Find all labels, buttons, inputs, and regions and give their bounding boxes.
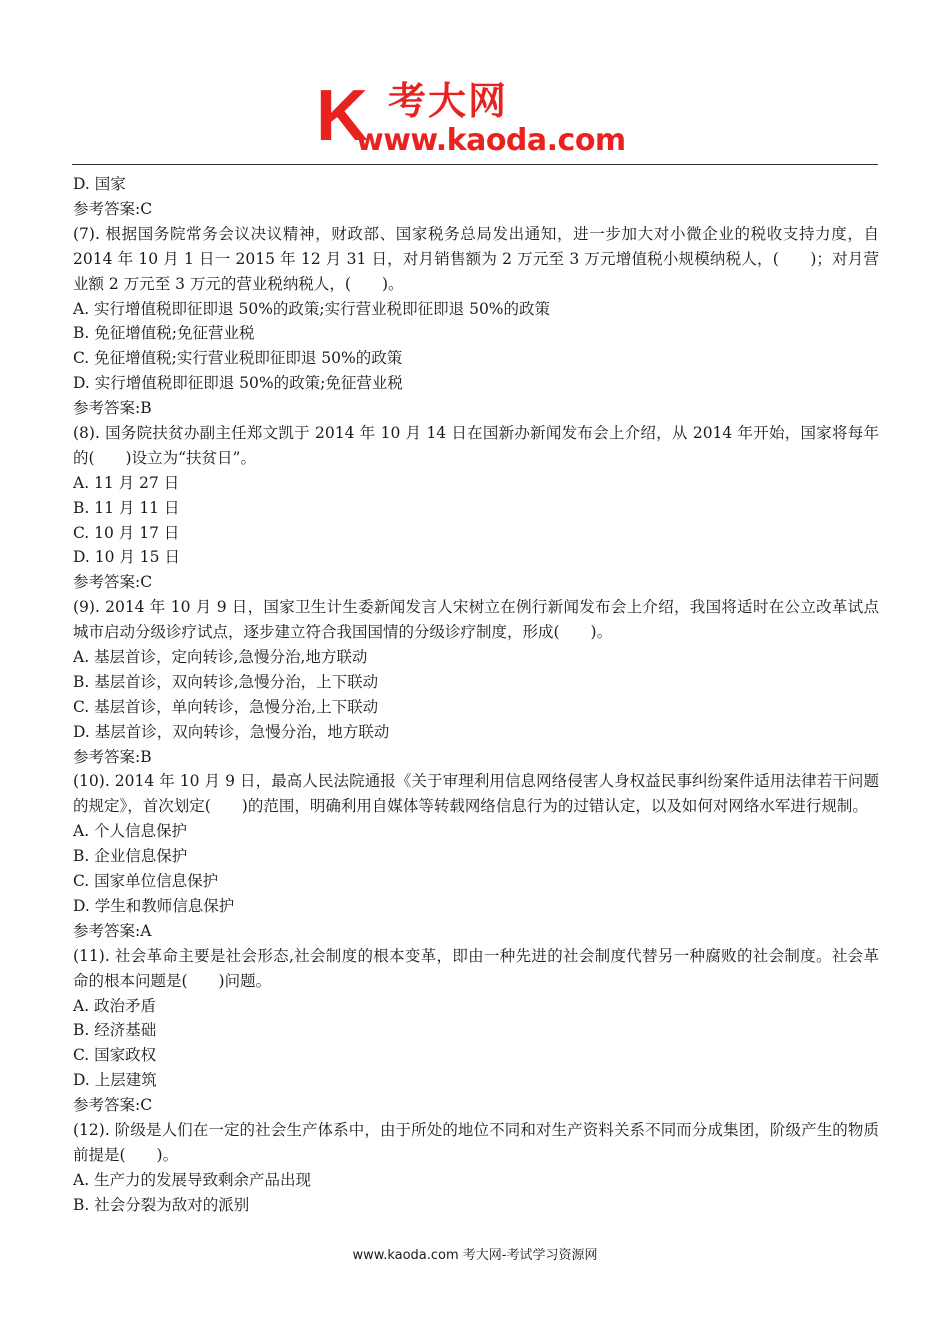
- kaoda-logo[interactable]: [316, 76, 646, 160]
- question-12: (12). 阶级是人们在一定的社会生产体系中，由于所处的地位不同和对生产资料关系不同而分成集团，阶级产生的物质前提是( )。: [73, 1121, 879, 1164]
- page-header: [0, 0, 950, 165]
- option-line: B. 经济基础: [73, 1021, 157, 1040]
- option-line: D. 学生和教师信息保护: [73, 896, 235, 915]
- option-line: B. 11 月 11 日: [73, 498, 180, 517]
- option-line: A. 11 月 27 日: [73, 473, 180, 492]
- question-9: (9). 2014 年 10 月 9 日，国家卫生计生委新闻发言人宋树立在例行新闻发布会上介绍，我国将适时在公立改革试点城市启动分级诊疗试点，逐步建立符合我国国情的分级诊疗制度，形成( )。: [73, 598, 879, 642]
- option-line: A. 个人信息保护: [73, 822, 188, 841]
- option-line: C. 免征增值税;实行营业税即征即退 50%的政策: [73, 349, 403, 368]
- document-body: [73, 172, 879, 1218]
- option-line: C. 国家政权: [73, 1046, 157, 1065]
- option-line: C. 国家单位信息保护: [73, 872, 219, 891]
- question-10: (10). 2014 年 10 月 9 日，最高人民法院通报《关于审理利用信息网络侵害人身权益民事纠纷案件适用法律若干问题的规定》，首次划定( )的范围，明确利用自媒体等转载网络信息行为的过错认定，以及如何对网络水军进行规制。: [73, 772, 879, 816]
- option-line: C. 基层首诊，单向转诊，急慢分治,上下联动: [73, 697, 379, 716]
- option-line: A. 基层首诊，定向转诊,急慢分治,地方联动: [73, 648, 368, 667]
- page-footer[interactable]: www.kaoda.com 考大网-考试学习资源网: [352, 1248, 598, 1263]
- option-line: D. 基层首诊，双向转诊，急慢分治，地方联动: [73, 722, 390, 741]
- answer-line: 参考答案:C: [73, 1096, 153, 1115]
- option-line: B. 企业信息保护: [73, 847, 188, 866]
- option-line: A. 生产力的发展导致剩余产品出现: [73, 1170, 312, 1189]
- option-line: B. 免征增值税;免征营业税: [73, 324, 255, 343]
- logo-url: www.kaoda.com: [356, 123, 626, 158]
- option-line: A. 政治矛盾: [73, 996, 157, 1015]
- option-line: D. 上层建筑: [73, 1071, 157, 1090]
- answer-line: 参考答案:A: [73, 921, 152, 940]
- option-line: A. 实行增值税即征即退 50%的政策;实行营业税即征即退 50%的政策: [73, 299, 551, 318]
- option-line: C. 10 月 17 日: [73, 523, 180, 542]
- option-line: D. 10 月 15 日: [73, 548, 180, 567]
- option-line: D. 国家: [73, 175, 126, 193]
- answer-line: 参考答案:B: [73, 747, 152, 766]
- question-11: (11). 社会革命主要是社会形态,社会制度的根本变革，即由一种先进的社会制度代替另一种腐败的社会制度。社会革命的根本问题是( )问题。: [73, 946, 879, 990]
- option-line: D. 实行增值税即征即退 50%的政策;免征营业税: [73, 374, 403, 393]
- answer-line: 参考答案:C: [73, 573, 153, 592]
- question-8: (8). 国务院扶贫办副主任郑文凯于 2014 年 10 月 14 日在国新办新闻发布会上介绍，从 2014 年开始，国家将每年的( )设立为“扶贫日”。: [73, 423, 879, 467]
- answer-line: 参考答案:C: [73, 199, 153, 218]
- answer-line: 参考答案:B: [73, 399, 152, 418]
- header-divider: [72, 164, 878, 165]
- option-line: B. 社会分裂为敌对的派别: [73, 1195, 250, 1214]
- question-7: (7). 根据国务院常务会议决议精神，财政部、国家税务总局发出通知，进一步加大对小微企业的税收支持力度，自 2014 年 10 月 1 日一 2015 年 12 月 31 日，对月销售额为 2 万元至 3 万元增值税小规模纳税人，( )；对月营业额 2 万元至 3 万元的营业税纳税人，( )。: [73, 224, 879, 293]
- logo-chinese-name: 考大网: [388, 79, 509, 123]
- option-line: B. 基层首诊，双向转诊,急慢分治，上下联动: [73, 672, 379, 691]
- logo-k-mark: K: [316, 76, 366, 156]
